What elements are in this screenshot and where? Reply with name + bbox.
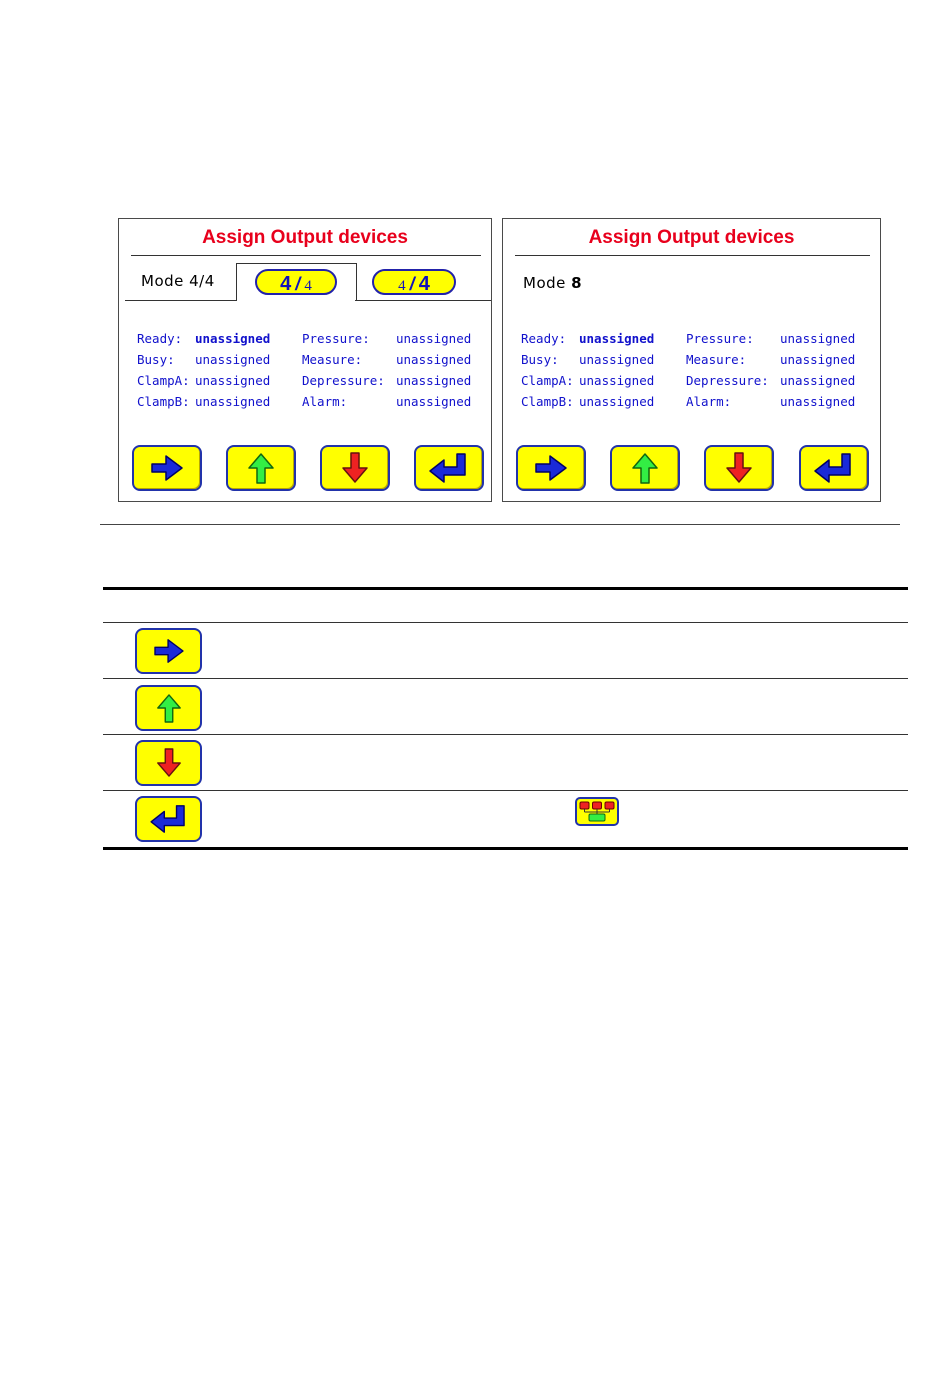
tab-slash: / bbox=[409, 274, 415, 294]
enter-icon bbox=[427, 451, 471, 485]
device-label-clampa: ClampA: bbox=[137, 373, 190, 388]
panel-title: Assign Output devices bbox=[202, 227, 408, 248]
enter-icon bbox=[812, 451, 856, 485]
up-arrow-icon bbox=[155, 692, 183, 724]
device-value-busy[interactable]: unassigned bbox=[579, 352, 655, 367]
mode-label bbox=[523, 274, 582, 292]
device-value-depressure[interactable]: unassigned bbox=[396, 373, 472, 388]
tab-baseline bbox=[125, 300, 237, 301]
device-value-busy[interactable]: unassigned bbox=[195, 352, 271, 367]
device-label-depressure: Depressure: bbox=[686, 373, 769, 388]
section-divider bbox=[100, 524, 900, 525]
device-label-pressure: Pressure: bbox=[686, 331, 754, 346]
table-row-up-button bbox=[135, 685, 202, 731]
tab-mode-page-a[interactable] bbox=[255, 269, 337, 295]
down-arrow-icon bbox=[340, 451, 370, 485]
enter-button[interactable] bbox=[799, 445, 869, 491]
enter-button[interactable] bbox=[414, 445, 484, 491]
menu-tree-icon bbox=[577, 799, 617, 824]
device-label-alarm: Alarm: bbox=[302, 394, 348, 409]
device-value-measure[interactable]: unassigned bbox=[780, 352, 856, 367]
mode-prefix: Mode bbox=[523, 274, 572, 292]
up-button[interactable] bbox=[226, 445, 296, 491]
device-value-clampa[interactable]: unassigned bbox=[195, 373, 271, 388]
device-value-ready[interactable]: unassigned bbox=[195, 331, 271, 346]
title-divider bbox=[131, 255, 481, 256]
down-button[interactable] bbox=[704, 445, 774, 491]
device-value-pressure[interactable]: unassigned bbox=[396, 331, 472, 346]
device-label-measure: Measure: bbox=[686, 352, 747, 367]
assign-output-panel-right bbox=[502, 218, 881, 502]
assign-output-panel-left bbox=[118, 218, 492, 502]
tab-baseline bbox=[355, 300, 491, 301]
panel-title: Assign Output devices bbox=[588, 227, 795, 248]
device-value-pressure[interactable]: unassigned bbox=[780, 331, 856, 346]
tab-big-number: 4 bbox=[280, 273, 292, 295]
up-arrow-icon bbox=[246, 451, 276, 485]
device-value-clampb[interactable]: unassigned bbox=[195, 394, 271, 409]
tab-big-number: 4 bbox=[418, 273, 430, 295]
right-arrow-icon bbox=[533, 453, 569, 483]
up-arrow-icon bbox=[630, 451, 660, 485]
table-row-divider bbox=[103, 678, 908, 679]
device-label-ready: Ready: bbox=[521, 331, 567, 346]
table-bottom-rule bbox=[103, 847, 908, 850]
device-label-busy: Busy: bbox=[521, 352, 559, 367]
next-button[interactable] bbox=[132, 445, 202, 491]
up-button[interactable] bbox=[610, 445, 680, 491]
device-label-clampb: ClampB: bbox=[521, 394, 574, 409]
title-divider bbox=[515, 255, 870, 256]
device-value-alarm[interactable]: unassigned bbox=[396, 394, 472, 409]
next-button[interactable] bbox=[516, 445, 586, 491]
mode-label: Mode 4/4 bbox=[141, 272, 215, 290]
tab-slash: / bbox=[295, 274, 301, 294]
table-row-divider bbox=[103, 622, 908, 623]
tab-mode-page-b[interactable] bbox=[372, 269, 456, 295]
down-arrow-icon bbox=[155, 747, 183, 779]
device-value-clampb[interactable]: unassigned bbox=[579, 394, 655, 409]
down-arrow-icon bbox=[724, 451, 754, 485]
device-label-ready: Ready: bbox=[137, 331, 183, 346]
device-label-busy: Busy: bbox=[137, 352, 175, 367]
device-label-clampb: ClampB: bbox=[137, 394, 190, 409]
down-button[interactable] bbox=[320, 445, 390, 491]
table-row-divider bbox=[103, 734, 908, 735]
device-label-measure: Measure: bbox=[302, 352, 363, 367]
tab-small-number: 4 bbox=[398, 278, 406, 294]
right-arrow-icon bbox=[152, 637, 186, 665]
device-label-depressure: Depressure: bbox=[302, 373, 385, 388]
table-row-next-button bbox=[135, 628, 202, 674]
table-row-divider bbox=[103, 790, 908, 791]
device-label-clampa: ClampA: bbox=[521, 373, 574, 388]
device-value-alarm[interactable]: unassigned bbox=[780, 394, 856, 409]
enter-icon bbox=[148, 803, 190, 835]
device-label-alarm: Alarm: bbox=[686, 394, 732, 409]
device-value-clampa[interactable]: unassigned bbox=[579, 373, 655, 388]
right-arrow-icon bbox=[149, 453, 185, 483]
device-label-pressure: Pressure: bbox=[302, 331, 370, 346]
device-value-measure[interactable]: unassigned bbox=[396, 352, 472, 367]
mode-number: 8 bbox=[571, 274, 583, 292]
table-row-down-button bbox=[135, 740, 202, 786]
main-menu-icon bbox=[575, 797, 619, 826]
table-row-enter-button bbox=[135, 796, 202, 842]
tab-small-number: 4 bbox=[304, 278, 312, 294]
device-value-depressure[interactable]: unassigned bbox=[780, 373, 856, 388]
device-value-ready[interactable]: unassigned bbox=[579, 331, 655, 346]
table-top-rule bbox=[103, 587, 908, 590]
